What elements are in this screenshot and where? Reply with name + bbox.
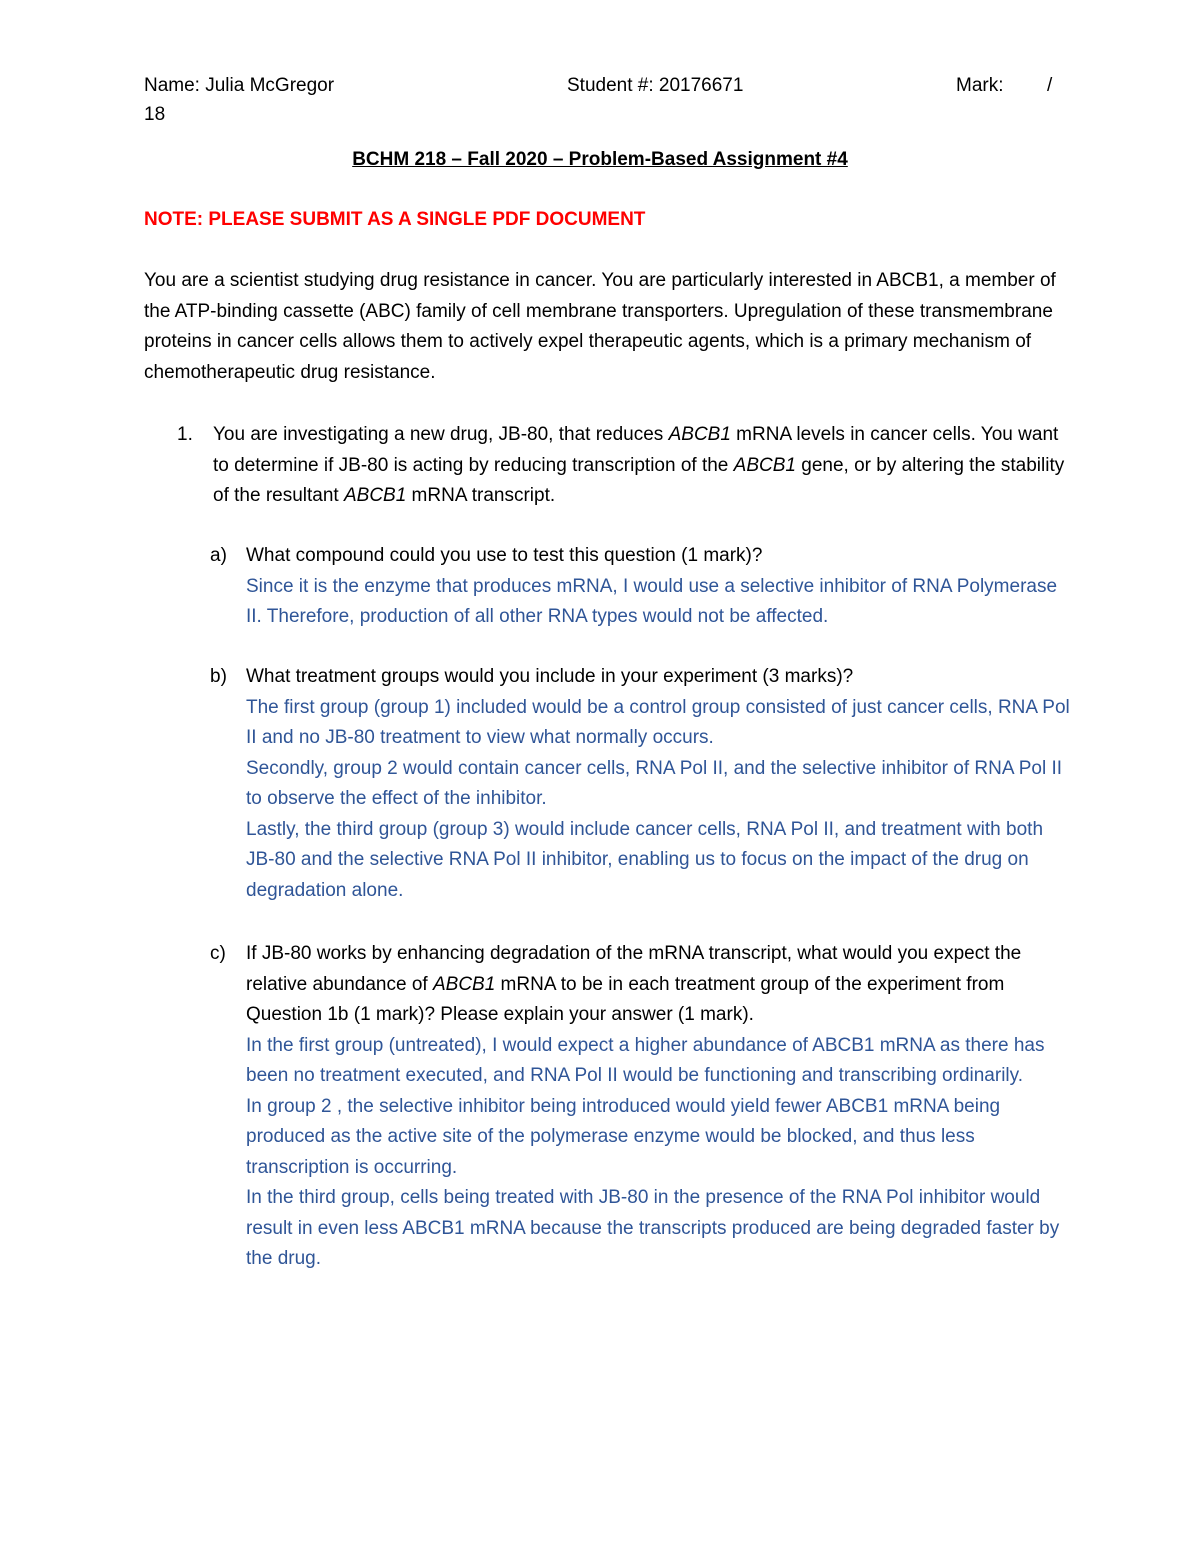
gene-name: ABCB1 bbox=[668, 424, 731, 445]
answer-group-1: The first group (group 1) included would be a control group consisted of just cancer cells, RNA Pol II and no JB-80 treatment to view what normally occurs. bbox=[246, 696, 1070, 748]
answer-group-2: In group 2 , the selective inhibitor being introduced would yield fewer ABCB1 mRNA being produced as the active site of the polymerase enzyme would be blocked, and thus less transcription is occurring. bbox=[246, 1095, 1001, 1178]
sub-question-text: What treatment groups would you include in your experiment (3 marks)? bbox=[246, 666, 854, 687]
answer-group-3: In the third group, cells being treated with JB-80 in the presence of the RNA Pol inhibitor would result in even less ABCB1 mRNA because the transcripts produced are being degraded faster by the drug. bbox=[246, 1187, 1060, 1269]
question-text-part: mRNA levels in cancer cells. You want to determine if JB-80 is acting by reducing transcription of the bbox=[213, 424, 1059, 476]
sub-question-text: What compound could you use to test this question (1 mark)? bbox=[246, 545, 763, 566]
answer-group-3: Lastly, the third group (group 3) would include cancer cells, RNA Pol II, and treatment with both JB-80 and the selective RNA Pol II inhibitor, enabling us to focus on the impact of the drug on degradation alone. bbox=[246, 818, 1044, 901]
question-text-part: gene, or by altering the stability of the resultant bbox=[213, 454, 1065, 506]
mark-slash: / bbox=[1047, 75, 1053, 96]
intro-paragraph: You are a scientist studying drug resistance in cancer. You are particularly interested in ABCB1, a member of the ATP-binding cassette (ABC) family of cell membrane transporters. Upregulation of these transmembrane proteins in cancer cells allows them to actively expel therapeutic agents, which is a primary mechanism of chemotherapeutic drug resistance. bbox=[144, 270, 1056, 383]
header bbox=[144, 71, 1064, 132]
question-text-part: If JB-80 works by enhancing degradation of the mRNA transcript, what would you expect the relative abundance of bbox=[246, 943, 1022, 995]
sub-question-text bbox=[246, 939, 1071, 1031]
answer-text: Since it is the enzyme that produces mRNA, I would use a selective inhibitor of RNA Polymerase II. Therefore, production of all other RNA types would not be affected. bbox=[246, 575, 1058, 627]
page-title: BCHM 218 – Fall 2020 – Problem-Based Assignment #4 bbox=[352, 149, 848, 170]
answer-group-1: In the first group (untreated), I would expect a higher abundance of ABCB1 mRNA as there has been no treatment executed, and RNA Pol II would be functioning and transcribing ordinarily. bbox=[246, 1034, 1045, 1086]
mark-total: 18 bbox=[144, 104, 166, 125]
sub-question-letter: a) bbox=[210, 545, 227, 566]
mark-label: Mark: bbox=[956, 75, 1004, 96]
sub-question-body bbox=[246, 939, 1071, 1275]
question-text-part: mRNA to be in each treatment group of the experiment from Question 1b (1 mark)? Please explain your answer (1 mark). bbox=[246, 973, 1005, 1025]
submission-note: NOTE: PLEASE SUBMIT AS A SINGLE PDF DOCUMENT bbox=[144, 209, 646, 230]
sub-question-body bbox=[246, 541, 1071, 633]
gene-name: ABCB1 bbox=[343, 485, 407, 506]
sub-question-letter: b) bbox=[210, 666, 227, 687]
sub-question-body bbox=[246, 662, 1071, 906]
sub-question-letter: c) bbox=[210, 943, 226, 964]
question-text-part: mRNA transcript. bbox=[406, 485, 556, 506]
gene-name: ABCB1 bbox=[733, 454, 796, 476]
question-number: 1. bbox=[177, 424, 193, 445]
question-text-part: You are investigating a new drug, JB-80, that reduces bbox=[213, 424, 669, 445]
student-number: Student #: 20176671 bbox=[567, 75, 744, 96]
answer-group-2: Secondly, group 2 would contain cancer cells, RNA Pol II, and the selective inhibitor of RNA Pol II to observe the effect of the inhibitor. bbox=[246, 757, 1063, 809]
gene-name: ABCB1 bbox=[432, 973, 496, 995]
student-name: Name: Julia McGregor bbox=[144, 75, 335, 96]
question-1-text bbox=[213, 420, 1073, 512]
